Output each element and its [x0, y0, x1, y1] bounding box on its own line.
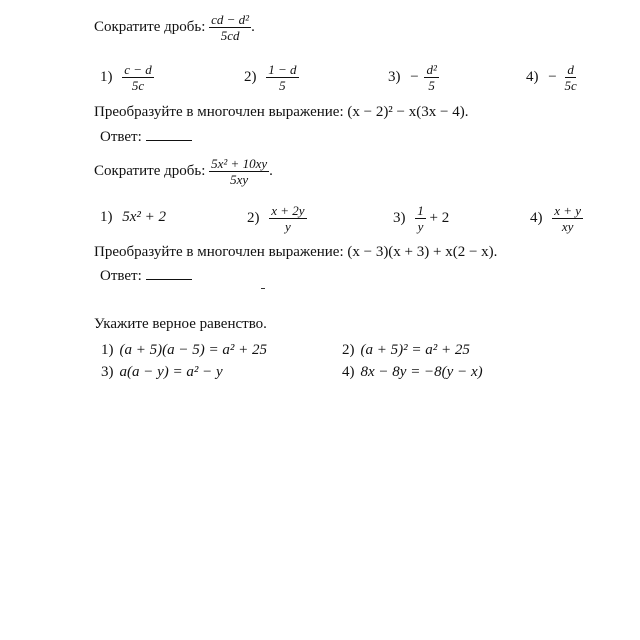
q3-option-4 [530, 203, 583, 234]
denominator: y [417, 219, 424, 234]
denominator: 5 [428, 78, 435, 93]
q5-option-1 [101, 342, 267, 359]
option-number: 4) [526, 68, 539, 85]
option-fraction [552, 203, 583, 234]
q3-fraction [209, 156, 269, 187]
option-number: 3) [101, 364, 114, 380]
numerator: c − d [124, 62, 152, 77]
numerator: x + 2y [271, 203, 305, 218]
denominator: 5 [279, 78, 286, 93]
option-number: 2) [244, 68, 257, 85]
stray-mark [261, 288, 265, 289]
answer-blank[interactable] [146, 128, 192, 141]
option-text: (a + 5)² = a² + 25 [360, 342, 470, 358]
q3-option-1 [100, 209, 166, 226]
q1-numerator: cd − d² [211, 12, 250, 27]
answer-label: Ответ: [100, 129, 142, 145]
q1-option-3 [388, 62, 439, 93]
q1-prompt: Сократите дробь: [94, 18, 206, 35]
option-number: 2) [247, 209, 260, 226]
q1-option-1 [100, 62, 154, 93]
option-fraction [269, 203, 306, 234]
q5-option-3 [101, 364, 223, 381]
option-text: 5x² + 2 [122, 209, 167, 225]
question-4: Преобразуйте в многочлен выражение: (x − 3)(x + 3) + x(2 − x). [94, 244, 498, 260]
numerator: 1 [417, 203, 424, 218]
q5-option-4 [342, 364, 483, 381]
option-addend: + 2 [429, 209, 450, 226]
q3-option-2 [247, 203, 307, 234]
option-fraction [424, 62, 438, 93]
q3-numerator: 5x² + 10xy [211, 156, 268, 171]
option-fraction [562, 62, 578, 93]
numerator: d [567, 62, 574, 77]
denominator: y [285, 219, 291, 234]
option-number: 2) [342, 342, 355, 358]
question-2: Преобразуйте в многочлен выражение: (x − 2)² − x(3x − 4). [94, 104, 469, 120]
option-number: 1) [101, 342, 114, 358]
q2-answer [100, 128, 192, 146]
option-number: 4) [530, 209, 543, 226]
denominator: 5c [564, 78, 577, 93]
question-3 [94, 156, 273, 187]
option-number: 3) [388, 68, 401, 85]
option-fraction [415, 203, 426, 234]
answer-label: Ответ: [100, 268, 142, 284]
option-number: 3) [393, 209, 406, 226]
option-text: a(a − y) = a² − y [119, 364, 223, 380]
option-fraction [266, 62, 298, 93]
q3-prompt: Сократите дробь: [94, 162, 206, 179]
q1-fraction [209, 12, 251, 43]
q3-option-3 [393, 203, 449, 234]
option-number: 4) [342, 364, 355, 380]
q1-tail: . [251, 18, 255, 35]
q1-denominator: 5cd [220, 28, 240, 43]
question-5: Укажите верное равенство. [94, 316, 267, 332]
numerator: d² [426, 62, 437, 77]
q1-option-4 [526, 62, 579, 93]
numerator: x + y [554, 203, 582, 218]
question-1 [94, 12, 255, 43]
answer-blank[interactable] [146, 267, 192, 280]
numerator: 1 − d [268, 62, 297, 77]
denominator: 5c [131, 78, 145, 93]
sign: − [410, 68, 419, 85]
denominator: xy [561, 219, 574, 234]
option-fraction [122, 62, 154, 93]
sign: − [548, 68, 557, 85]
q5-option-2 [342, 342, 470, 359]
option-number: 1) [100, 209, 113, 225]
q3-tail: . [269, 162, 273, 179]
q3-denominator: 5xy [230, 172, 249, 187]
q4-answer [100, 267, 192, 285]
option-text: (a + 5)(a − 5) = a² + 25 [119, 342, 267, 358]
option-text: 8x − 8y = −8(y − x) [360, 364, 483, 380]
option-number: 1) [100, 68, 113, 85]
q1-option-2 [244, 62, 299, 93]
